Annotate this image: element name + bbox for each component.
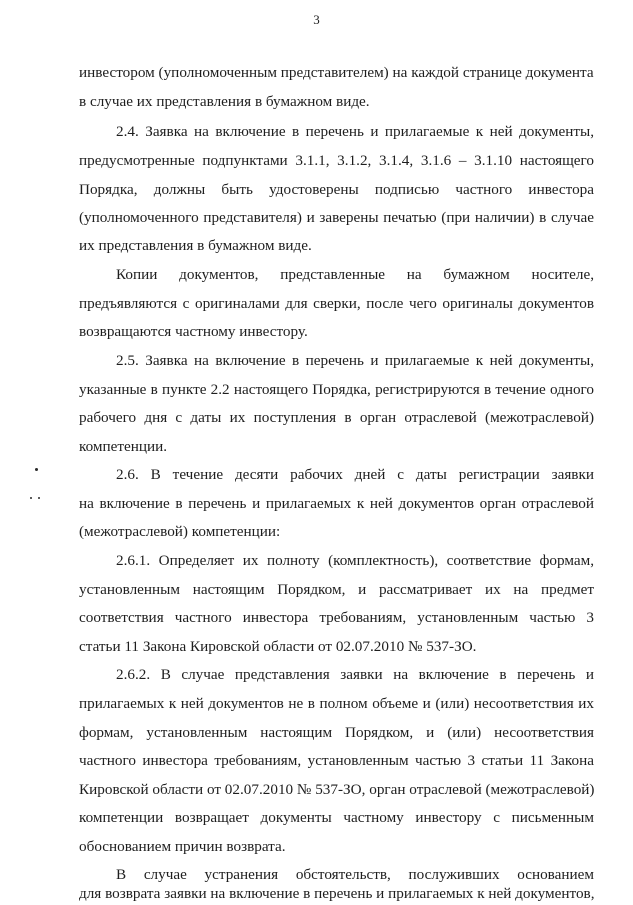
text-line: компетенции возвращает документы частному инвестору с письменным xyxy=(79,809,594,826)
text-line: соответствия частного инвестора требованиям, установленным частью 3 xyxy=(79,609,594,626)
scan-speck xyxy=(30,497,32,499)
text-line: Копии документов, представленные на бумажном носителе, xyxy=(116,266,594,283)
text-line: прилагаемых к ней документов не в полном объеме и (или) несоответствия их xyxy=(79,695,594,712)
scan-speck xyxy=(38,497,40,499)
text-line: в случае их представления в бумажном виде. xyxy=(79,93,370,110)
text-line: В случае устранения обстоятельств, послуживших основанием xyxy=(116,866,594,883)
text-line: частного инвестора требованиям, установленным частью 3 статьи 11 Закона xyxy=(79,752,594,769)
text-line: инвестором (уполномоченным представителем) на каждой странице документа xyxy=(79,64,594,81)
text-line: Кировской области от 02.07.2010 № 537-ЗО, орган отраслевой (межотраслевой) xyxy=(79,781,595,798)
text-line: установленным настоящим Порядком, и рассматривает их на предмет xyxy=(79,581,594,598)
text-line: рабочего дня с даты их поступления в орган отраслевой (межотраслевой) xyxy=(79,409,594,426)
text-line: (межотраслевой) компетенции: xyxy=(79,523,281,540)
text-line: для возврата заявки на включение в перечень и прилагаемых к ней документов, xyxy=(79,885,595,902)
text-line: статьи 11 Закона Кировской области от 02.07.2010 № 537-ЗО. xyxy=(79,638,477,655)
text-line: возвращаются частному инвестору. xyxy=(79,323,308,340)
text-line: (уполномоченного представителя) и заверены печатью (при наличии) в случае xyxy=(79,209,594,226)
text-line: 2.6. В течение десяти рабочих дней с даты регистрации заявки xyxy=(116,466,594,483)
text-line: их представления в бумажном виде. xyxy=(79,237,312,254)
text-line: предъявляются с оригиналами для сверки, после чего оригиналы документов xyxy=(79,295,594,312)
text-line: формам, установленным настоящим Порядком, и (или) несоответствия xyxy=(79,724,594,741)
text-line: обоснованием причин возврата. xyxy=(79,838,286,855)
text-line: предусмотренные подпунктами 3.1.1, 3.1.2, 3.1.4, 3.1.6 – 3.1.10 настоящего xyxy=(79,152,594,169)
text-line: компетенции. xyxy=(79,438,168,455)
text-line: 2.5. Заявка на включение в перечень и прилагаемые к ней документы, xyxy=(116,352,594,369)
text-line: 2.4. Заявка на включение в перечень и прилагаемые к ней документы, xyxy=(116,123,594,140)
page-number: 3 xyxy=(313,12,320,27)
text-line: на включение в перечень и прилагаемых к ней документов орган отраслевой xyxy=(79,495,594,512)
text-line: Порядка, должны быть удостоверены подписью частного инвестора xyxy=(79,181,594,198)
text-line: 2.6.1. Определяет их полноту (комплектность), соответствие формам, xyxy=(116,552,594,569)
text-line: 2.6.2. В случае представления заявки на включение в перечень и xyxy=(116,666,594,683)
scan-speck xyxy=(35,468,38,471)
text-line: указанные в пункте 2.2 настоящего Порядка, регистрируются в течение одного xyxy=(79,381,594,398)
